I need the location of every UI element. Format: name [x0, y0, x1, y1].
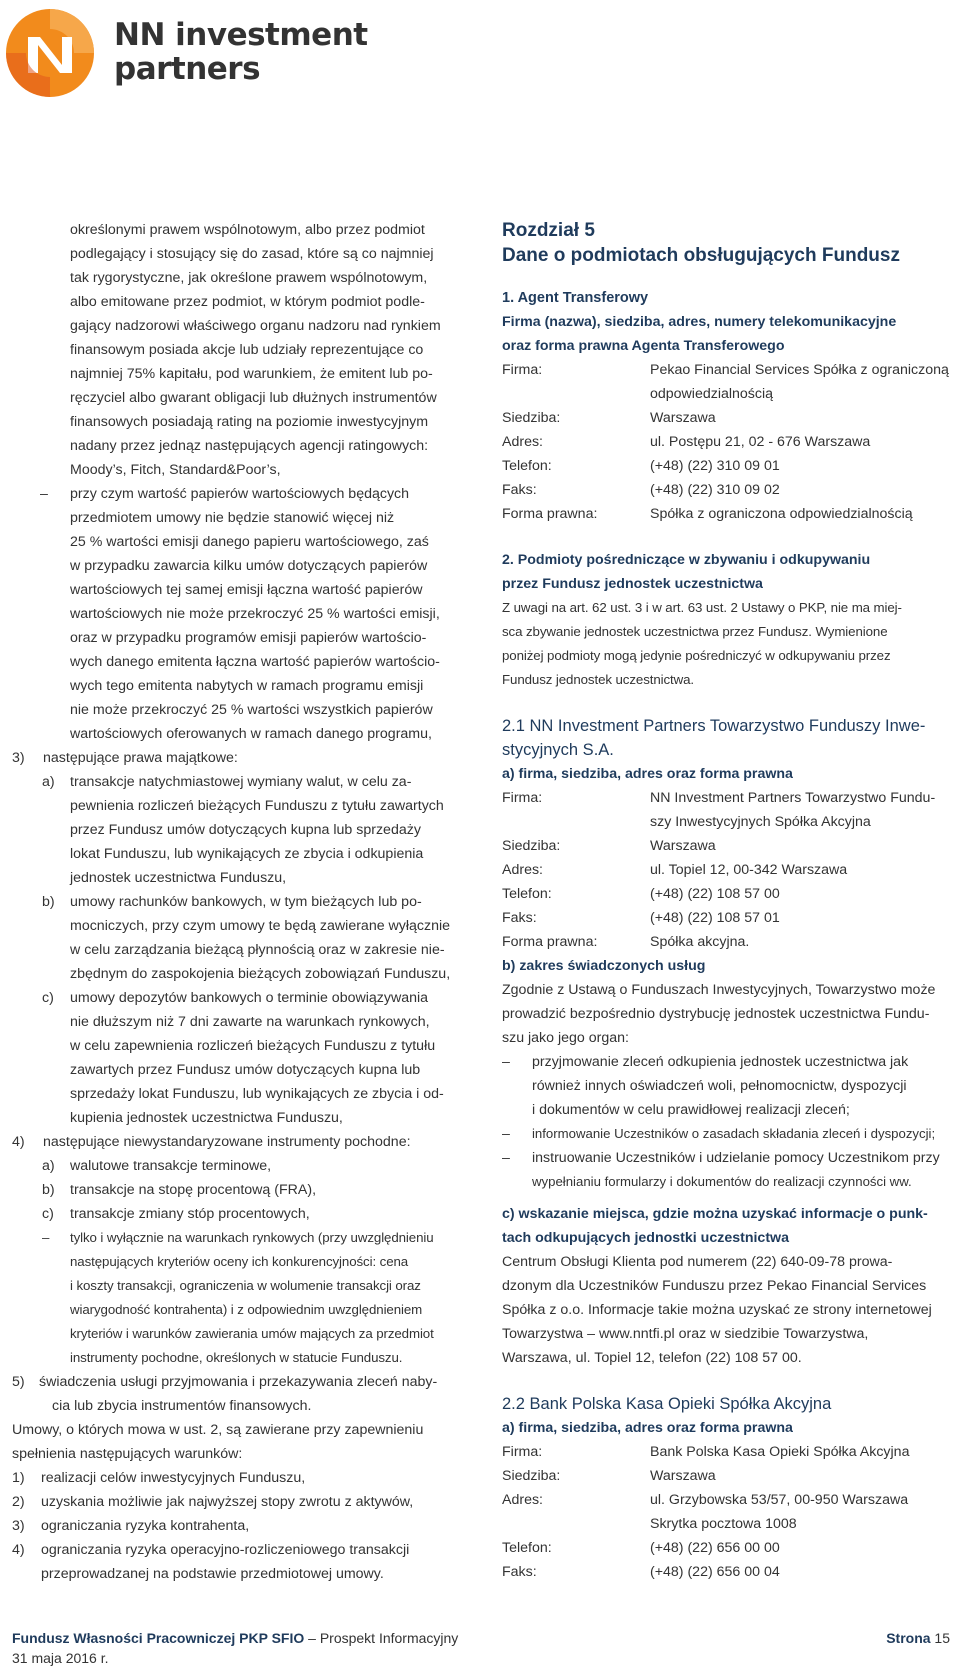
section-1-heading: 1. Agent Transferowy [502, 290, 649, 306]
sub-item-line [12, 866, 470, 890]
text-span: transakcje zmiany stóp procentowych, [70, 1206, 310, 1222]
text-span: nie dłuższym niż 7 dni zawarte na warunkach rynkowych, [70, 1014, 430, 1030]
detail-label: Faks: [502, 482, 537, 498]
sub-item-label: c) [42, 1206, 54, 1222]
list-item-4 [12, 1130, 470, 1370]
text-span: następujących kryteriów oceny ich konkurencyjności: cena [70, 1254, 409, 1269]
section-1-subheading [502, 310, 948, 358]
text-line: ręczyciel albo gwarant obligacji lub dłużnych instrumentów [70, 390, 437, 406]
text-line: określonymi prawem wspólnotowym, albo przez podmiot [70, 222, 425, 238]
heading-line: stycyjnych S.A. [502, 741, 614, 759]
sub-item-label: a) [42, 774, 55, 790]
heading-line: 2.1 NN Investment Partners Towarzystwo Funduszy Inwe- [502, 717, 926, 735]
sub-item-line [12, 1058, 470, 1082]
dash-marker: – [42, 1230, 50, 1245]
text-span: przedmiotem umowy nie będzie stanowić więcej niż [70, 510, 395, 526]
footer-document-title [12, 1628, 458, 1648]
text-span: mocniczych, przy czym umowy te będą zawierane wyłącznie [70, 918, 451, 934]
text-span: oraz w przypadku programów emisji papierów wartościo- [70, 630, 427, 646]
text-line [12, 578, 470, 602]
text-line: prowadzić bezpośrednio dystrybucję jednostek uczestnictwa Fundu- [502, 1006, 930, 1022]
sub-item-line [12, 770, 470, 794]
text-span: świadczenia usługi przyjmowania i przekazywania zleceń naby- [39, 1374, 438, 1390]
dash-line [12, 1298, 470, 1322]
sub-item-line [12, 1202, 470, 1226]
chapter-number: Rozdział 5 [502, 220, 595, 241]
detail-label: Telefon: [502, 886, 552, 902]
detail-value: (+48) (22) 108 57 00 [650, 886, 780, 902]
detail-value: (+48) (22) 310 09 02 [650, 482, 780, 498]
detail-value: (+48) (22) 108 57 01 [650, 910, 780, 926]
sub-item-line [12, 794, 470, 818]
section-2-1-b-dash-list [502, 1050, 948, 1194]
detail-row [502, 454, 948, 478]
text-span: w celu zarządzania bieżącą płynnością oraz w zakresie nie- [70, 942, 445, 958]
text-span: zbędnym do zaspokojenia bieżących zobowiązań Funduszu, [70, 966, 451, 982]
sub-item-line [12, 938, 470, 962]
detail-row [502, 502, 948, 526]
text-span: uzyskania możliwie jak najwyższej stopy zwrotu z aktywów, [41, 1494, 414, 1510]
text-line: Zgodnie z Ustawą o Funduszach Inwestycyjnych, Towarzystwo może [502, 982, 936, 998]
text-line [12, 722, 470, 746]
detail-row [502, 1536, 948, 1560]
text-line: Moody’s, Fitch, Standard&Poor’s, [70, 462, 281, 478]
list-number: 2) [12, 1494, 25, 1510]
detail-label: Telefon: [502, 1540, 552, 1556]
condition-line [12, 1514, 470, 1538]
text-span: wartościowych tej samej emisji łączna wartość papierów [70, 582, 423, 598]
detail-row [502, 1512, 948, 1536]
dash-line [502, 1170, 948, 1194]
dash-line [502, 1098, 948, 1122]
text-line: szu jako jego organ: [502, 1030, 629, 1046]
text-span: ograniczania ryzyka operacyjno-rozliczeniowego transakcji [41, 1542, 410, 1558]
condition-line [12, 1490, 470, 1514]
detail-row [502, 1560, 948, 1584]
dash-line [12, 1322, 470, 1346]
detail-label: Firma: [502, 362, 543, 378]
text-span: 25 % wartości emisji danego papieru wartościowego, zaś [70, 534, 429, 550]
sub-item-label: c) [42, 990, 54, 1006]
text-span: kupienia jednostek uczestnictwa Funduszu, [70, 1110, 343, 1126]
detail-value: ul. Grzybowska 53/57, 00-950 Warszawa [650, 1492, 909, 1508]
text-line [12, 698, 470, 722]
detail-value: odpowiedzialnością [650, 386, 774, 402]
text-span: lokat Funduszu, lub wynikających ze zbycia i odkupienia [70, 846, 424, 862]
text-span: wych tego emitenta nabytych w ramach programu emisji [70, 678, 424, 694]
detail-value: szy Inwestycyjnych Spółka Akcyjna [650, 814, 871, 830]
text-line [12, 650, 470, 674]
text-line: dzonym dla Uczestników Funduszu przez Pekao Financial Services [502, 1278, 927, 1294]
footer-doc-type: – Prospekt Informacyjny [304, 1630, 459, 1646]
detail-value: (+48) (22) 656 00 04 [650, 1564, 780, 1580]
detail-label: Faks: [502, 1564, 537, 1580]
sub-item-line [12, 1010, 470, 1034]
text-line: Towarzystwa – www.nntfi.pl oraz w siedzibie Towarzystwa, [502, 1326, 869, 1342]
list-item-5 [12, 1370, 470, 1418]
text-line [12, 602, 470, 626]
text-span: przeprowadzanej na podstawie przedmiotowej umowy. [41, 1566, 384, 1582]
detail-label: Firma: [502, 790, 543, 806]
detail-label: Adres: [502, 1492, 544, 1508]
subheading-line: Firma (nazwa), siedziba, adres, numery telekomunikacyjne [502, 314, 897, 330]
text-line: Fundusz jednostek uczestnictwa. [502, 672, 695, 687]
text-line: gający nadzorowi właściwego organu nadzoru nad rynkiem [70, 318, 441, 334]
continuation-paragraph [12, 218, 470, 482]
brand-line-1: NN investment [114, 17, 368, 53]
detail-value: Warszawa [650, 410, 716, 426]
section-2-1-a-label: a) firma, siedziba, adres oraz forma prawna [502, 766, 793, 782]
text-line: Centrum Obsługi Klienta pod numerem (22) 640-09-78 prowa- [502, 1254, 893, 1270]
text-line: albo emitowane przez podmiot, w którym podmiot podle- [70, 294, 425, 310]
text-span: również innych oświadczeń woli, pełnomocnictw, dyspozycji [532, 1078, 907, 1094]
text-line: Umowy, o których mowa w ust. 2, są zawierane przy zapewnieniu [12, 1422, 424, 1438]
section-2-1-heading [502, 714, 948, 762]
detail-value: (+48) (22) 310 09 01 [650, 458, 780, 474]
section-2-2-heading: 2.2 Bank Polska Kasa Opieki Spółka Akcyjna [502, 1395, 832, 1413]
text-span: przez Fundusz umów dotyczących kupna lub sprzedaży [70, 822, 421, 838]
closing-paragraph [12, 1418, 470, 1466]
detail-row [502, 930, 948, 954]
text-span: przyjmowanie zleceń odkupienia jednostek uczestnictwa jak [532, 1054, 909, 1070]
sub-item-line [12, 890, 470, 914]
dash-line [12, 1346, 470, 1370]
brand-logo [0, 0, 368, 110]
detail-label: Siedziba: [502, 1468, 561, 1484]
text-span: pewnienia rozliczeń bieżących Funduszu z tytułu zawartych [70, 798, 444, 814]
text-span: zawartych przez Fundusz umów dotyczących kupna lub [70, 1062, 421, 1078]
detail-label: Adres: [502, 862, 544, 878]
text-span: kryteriów i warunków zawierania umów mających za przedmiot [70, 1326, 434, 1341]
detail-label: Firma: [502, 1444, 543, 1460]
detail-value: ul. Topiel 12, 00-342 Warszawa [650, 862, 848, 878]
text-span: walutowe transakcje terminowe, [70, 1158, 272, 1174]
detail-value: NN Investment Partners Towarzystwo Fundu- [650, 790, 936, 806]
text-span: wartościowych oferowanych w ramach danego programu, [70, 726, 432, 742]
text-span: umowy depozytów bankowych o terminie obowiązywania [70, 990, 429, 1006]
text-span: przy czym wartość papierów wartościowych będących [70, 486, 410, 502]
detail-label: Siedziba: [502, 838, 561, 854]
text-span: w celu zapewnienia rozliczeń bieżących Funduszu z tytułu [70, 1038, 436, 1054]
conditions-list [12, 1466, 470, 1586]
detail-value: Spółka akcyjna. [650, 934, 750, 950]
text-line: Warszawa, ul. Topiel 12, telefon (22) 108 57 00. [502, 1350, 802, 1366]
list-number: 4) [12, 1134, 25, 1150]
detail-row [502, 1464, 948, 1488]
text-span: wych danego emitenta łączna wartość papierów wartościo- [70, 654, 440, 670]
text-line: Z uwagi na art. 62 ust. 3 i w art. 63 ust. 2 Ustawy o PKP, nie ma miej- [502, 600, 902, 615]
list-number: 1) [12, 1470, 25, 1486]
section-2-heading [502, 548, 948, 596]
detail-label [502, 382, 650, 406]
detail-row [502, 406, 948, 430]
page-number [886, 1628, 950, 1648]
section-1-details [502, 358, 948, 526]
dash-marker: – [502, 1054, 510, 1070]
sub-item-line [12, 962, 470, 986]
detail-value: Warszawa [650, 838, 716, 854]
dash-line [502, 1122, 948, 1146]
detail-label [502, 810, 650, 834]
detail-row [502, 1440, 948, 1464]
list-item-text [12, 746, 470, 770]
detail-row [502, 882, 948, 906]
detail-row [502, 810, 948, 834]
detail-label: Forma prawna: [502, 506, 598, 522]
footer-date: 31 maja 2016 r. [12, 1650, 109, 1666]
section-2-1-details [502, 786, 948, 954]
brand-wordmark [114, 18, 368, 86]
list-item-text [12, 1130, 470, 1154]
heading-line: 2. Podmioty pośredniczące w zbywaniu i odkupywaniu [502, 552, 871, 568]
text-span: ograniczania ryzyka kontrahenta, [41, 1518, 250, 1534]
heading-line: przez Fundusz jednostek uczestnictwa [502, 576, 763, 592]
text-span: jednostek uczestnictwa Funduszu, [70, 870, 287, 886]
nn-logo-mark-icon [4, 7, 96, 99]
chapter-title: Dane o podmiotach obsługujących Fundusz [502, 245, 900, 266]
page-label: Strona [886, 1630, 931, 1646]
text-span: cia lub zbycia instrumentów finansowych. [52, 1398, 312, 1414]
text-line: spełnienia następujących warunków: [12, 1446, 243, 1462]
detail-value: (+48) (22) 656 00 00 [650, 1540, 780, 1556]
text-span: następujące prawa majątkowe: [43, 750, 238, 766]
condition-line [12, 1466, 470, 1490]
condition-line [12, 1538, 470, 1562]
text-span: transakcje natychmiastowej wymiany walut, w celu za- [70, 774, 412, 790]
text-span: transakcje na stopę procentową (FRA), [70, 1182, 317, 1198]
sub-item-line [12, 1034, 470, 1058]
detail-value: Pekao Financial Services Spółka z ograniczoną [650, 362, 949, 378]
detail-value: Skrytka pocztowa 1008 [650, 1516, 797, 1532]
text-line: nadany przez jednąz następujących agencji ratingowych: [70, 438, 429, 454]
text-line: finansowych posiadają rating na poziomie inwestycyjnym [70, 414, 429, 430]
text-line: Spółka z o.o. Informacje takie można uzyskać ze strony internetowej [502, 1302, 932, 1318]
footer-fund-name: Fundusz Własności Pracowniczej PKP SFIO [12, 1630, 305, 1646]
sub-item-line [12, 1154, 470, 1178]
text-span: sprzedaży lokat Funduszu, lub wynikających ze zbycia i od- [70, 1086, 444, 1102]
text-span: realizacji celów inwestycyjnych Funduszu, [41, 1470, 306, 1486]
text-line: podlegający i stosujący się do zasad, które są co najmniej [70, 246, 434, 262]
dash-line [12, 1226, 470, 1250]
text-line: najmniej 75% kapitału, pod warunkiem, że emitent lub po- [70, 366, 433, 382]
text-span: wiarygodność kontrahenta) i z odpowiednim uwzględnieniem [70, 1302, 423, 1317]
detail-row [502, 906, 948, 930]
sub-item-line [12, 1178, 470, 1202]
text-span: i dokumentów w celu prawidłowej realizacji zleceń; [532, 1102, 850, 1118]
section-2-1-c-label [502, 1202, 948, 1250]
detail-row [502, 786, 948, 810]
text-span: następujące niewystandaryzowane instrumenty pochodne: [43, 1134, 411, 1150]
text-span: informowanie Uczestników o zasadach składania zleceń i dyspozycji; [532, 1126, 936, 1141]
subheading-line: oraz forma prawna Agenta Transferowego [502, 338, 785, 354]
left-column [12, 218, 470, 1586]
section-2-body [502, 596, 948, 692]
text-span: tylko i wyłącznie na warunkach rynkowych (przy uwzględnieniu [70, 1230, 434, 1245]
text-line [12, 554, 470, 578]
list-number: 5) [12, 1374, 25, 1390]
text-span: i koszty transakcji, ograniczenia w wolumenie transakcji oraz [70, 1278, 421, 1293]
section-2-2-a-label: a) firma, siedziba, adres oraz forma prawna [502, 1420, 793, 1436]
sub-item-label: a) [42, 1158, 55, 1174]
sub-item-line [12, 986, 470, 1010]
dash-marker: – [502, 1126, 510, 1142]
right-column [502, 218, 948, 1584]
section-2-1-c-body [502, 1250, 948, 1370]
sub-item-line [12, 818, 470, 842]
text-line [12, 482, 470, 506]
detail-value: ul. Postępu 21, 02 - 676 Warszawa [650, 434, 871, 450]
text-line: sca zbywanie jednostek uczestnictwa przez Fundusz. Wymienione [502, 624, 888, 639]
list-item-3 [12, 746, 470, 1130]
detail-label: Forma prawna: [502, 934, 598, 950]
detail-label: Adres: [502, 434, 544, 450]
text-span: nie może przekroczyć 25 % wartości wszystkich papierów [70, 702, 433, 718]
page-number-value: 15 [934, 1630, 950, 1646]
brand-line-2: partners [114, 51, 261, 87]
detail-value: Bank Polska Kasa Opieki Spółka Akcyjna [650, 1444, 910, 1460]
dash-line [502, 1146, 948, 1170]
detail-row [502, 358, 948, 382]
text-span: umowy rachunków bankowych, w tym bieżących lub po- [70, 894, 422, 910]
dash-line [502, 1050, 948, 1074]
condition-line [12, 1562, 470, 1586]
text-line: finansowym posiada akcje lub udziały reprezentujące co [70, 342, 424, 358]
list-item-text [12, 1370, 470, 1394]
dash-line [12, 1274, 470, 1298]
section-2-1-b-body [502, 978, 948, 1050]
dash-item [12, 482, 470, 746]
detail-row [502, 858, 948, 882]
list-number: 3) [12, 1518, 25, 1534]
sub-item-line [12, 842, 470, 866]
section-2-2-details [502, 1440, 948, 1584]
text-span: wartościowych nie może przekroczyć 25 % wartości emisji, [70, 606, 440, 622]
sub-item-line [12, 1082, 470, 1106]
dash-marker: – [40, 486, 48, 502]
dash-line [502, 1074, 948, 1098]
list-item-text [12, 1394, 470, 1418]
detail-label: Siedziba: [502, 410, 561, 426]
detail-row [502, 834, 948, 858]
text-span: instruowanie Uczestników i udzielanie pomocy Uczestnikom przy [532, 1150, 940, 1166]
detail-label: Faks: [502, 910, 537, 926]
sub-item-label: b) [42, 1182, 55, 1198]
text-line: poniżej podmioty mogą jedynie pośredniczyć w odkupywaniu przez [502, 648, 891, 663]
list-number: 3) [12, 750, 25, 766]
detail-label: Telefon: [502, 458, 552, 474]
detail-row [502, 1488, 948, 1512]
detail-value: Warszawa [650, 1468, 716, 1484]
dash-line [12, 1250, 470, 1274]
c-label-line: tach odkupujących jednostki uczestnictwa [502, 1230, 789, 1246]
sub-item-label: b) [42, 894, 55, 910]
text-line [12, 530, 470, 554]
detail-label [502, 1512, 650, 1536]
c-label-line: c) wskazanie miejsca, gdzie można uzyskać informacje o punk- [502, 1206, 928, 1222]
sub-item-line [12, 914, 470, 938]
detail-row [502, 478, 948, 502]
text-line [12, 674, 470, 698]
text-line [12, 626, 470, 650]
detail-value: Spółka z ograniczona odpowiedzialnością [650, 506, 913, 522]
text-line: tak rygorystyczne, jak określone prawem wspólnotowym, [70, 270, 428, 286]
text-span: wypełnianiu formularzy i dokumentów do realizacji czynności ww. [532, 1174, 912, 1189]
text-span: instrumenty pochodne, określonych w statucie Funduszu. [70, 1350, 403, 1365]
section-2-1-b-label: b) zakres świadczonych usług [502, 958, 706, 974]
detail-row [502, 430, 948, 454]
text-line [12, 506, 470, 530]
text-span: w przypadku zawarcia kilku umów dotyczących papierów [70, 558, 428, 574]
list-number: 4) [12, 1542, 25, 1558]
dash-marker: – [502, 1150, 510, 1166]
detail-row [502, 382, 948, 406]
sub-item-line [12, 1106, 470, 1130]
